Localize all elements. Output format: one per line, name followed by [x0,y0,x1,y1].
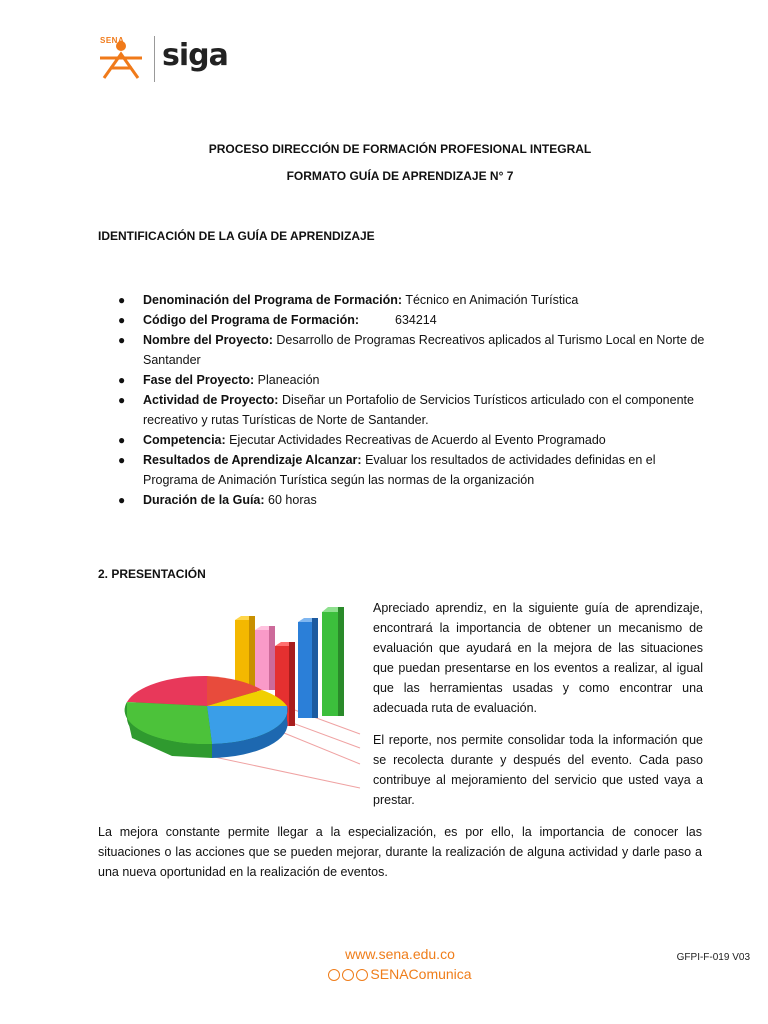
bullet-icon: ● [118,393,126,407]
sena-logo-text: SENA [100,36,125,45]
item-label: Competencia: [143,433,226,447]
bullet-icon: ● [118,293,126,307]
bullet-icon: ● [118,493,126,507]
list-item [98,450,708,490]
footer-form-code: GFPI-F-019 V03 [676,952,750,963]
presentation-paragraph-3: La mejora constante permite llegar a la especialización, es por ello, la importancia de conocer las situaciones o las acciones que se pueden mejorar, durante la realización de alguna actividad y darle paso a una nueva oportunidad en la realización de eventos. [98,825,702,879]
list-item [98,430,708,450]
bullet-icon: ● [118,433,126,447]
item-label: Resultados de Aprendizaje Alcanzar: [143,453,362,467]
bullet-icon: ● [118,313,126,327]
item-value: 634214 [395,313,437,327]
item-value: Planeación [257,373,320,387]
item-label: Denominación del Programa de Formación: [143,293,403,307]
presentation-heading: 2. PRESENTACIÓN [98,567,206,581]
list-item [98,370,708,390]
siga-logo-text: siga [162,38,228,73]
presentation-paragraph-2: El reporte, nos permite consolidar toda la información que se recolecta durante y después del evento. Cada paso contribuye al mejoramiento del servicio que usted vaya a prestar. [373,733,703,807]
list-item [98,310,708,330]
item-label: Duración de la Guía: [143,493,265,507]
list-item [98,490,708,510]
footer-social-line [0,966,768,982]
twitter-icon [328,969,340,981]
bullet-icon: ● [118,333,126,347]
document-title-line1: PROCESO DIRECCIÓN DE FORMACIÓN PROFESIONAL INTEGRAL [208,142,592,156]
identification-list [98,290,708,510]
facebook-icon [356,969,368,981]
item-label: Actividad de Proyecto: [143,393,279,407]
item-value: 60 horas [268,493,317,507]
item-value: Diseñar un Portafolio de Servicios Turísticos articulado con el componente recreativo y rutas Turísticas de Norte de Santander. [143,393,694,427]
chart-illustration-icon [112,598,364,794]
list-item [98,390,708,430]
header-logos [96,34,246,86]
item-value: Técnico en Animación Turística [405,293,579,307]
bullet-icon: ● [118,453,126,467]
list-item [98,290,708,310]
instagram-icon [342,969,354,981]
item-value: Desarrollo de Programas Recreativos aplicados al Turismo Local en Norte de Santander [143,333,705,367]
item-label: Fase del Proyecto: [143,373,255,387]
item-value: Ejecutar Actividades Recreativas de Acuerdo al Evento Programado [229,433,606,447]
item-label: Nombre del Proyecto: [143,333,273,347]
list-item [98,330,708,370]
footer-social-handle[interactable]: SENAComunica [370,966,472,982]
bullet-icon: ● [118,373,126,387]
item-label: Código del Programa de Formación: [143,313,359,327]
presentation-paragraph-1: Apreciado aprendiz, en la siguiente guía de aprendizaje, encontrará la importancia de obtener un mecanismo de evaluación que ayudará en la mejora de las situaciones que puedan presentarse en los eventos a realizar, al igual que las herramientas usadas y como encontrar una adecuada ruta de evaluación. [373,601,703,715]
identification-heading: IDENTIFICACIÓN DE LA GUÍA DE APRENDIZAJE [98,229,375,243]
document-title-line2: FORMATO GUÍA DE APRENDIZAJE N° 7 [286,169,514,183]
logo-divider [154,36,155,82]
item-value: Evaluar los resultados de actividades definidas en el Programa de Animación Turística según las normas de la organización [143,453,656,487]
footer-website-link[interactable]: www.sena.edu.co [345,946,455,962]
